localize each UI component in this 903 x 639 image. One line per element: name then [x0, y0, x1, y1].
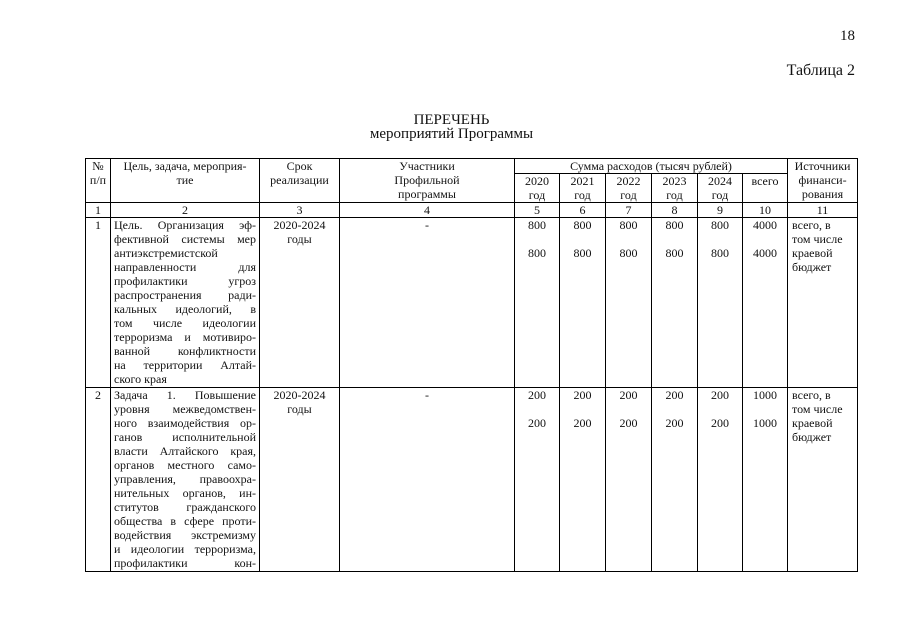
goal-line: ванной конфликтности: [114, 344, 256, 358]
value-regional: 800: [619, 246, 638, 260]
source-line: том числе: [792, 232, 843, 246]
goal-line: управления, правоохра-: [114, 472, 256, 486]
header-term-line2: реализации: [270, 173, 329, 187]
value-2021-cell: [560, 218, 606, 388]
page-number: 18: [840, 28, 855, 44]
goal-line: власти Алтайского края,: [114, 444, 256, 458]
header-sources-line1: Источники: [794, 159, 851, 173]
goal-line: терроризма и мотивиро-: [114, 330, 256, 344]
term-cell: [260, 218, 340, 388]
col-number: 2: [111, 203, 260, 218]
value-2022-cell: [606, 388, 652, 572]
goal-line: антиэкстремистской: [114, 246, 218, 260]
goal-line: ского края: [114, 372, 167, 386]
goal-line: том числе идеологии: [114, 316, 256, 330]
source-line: краевой: [792, 246, 833, 260]
value-all: 200: [665, 388, 684, 402]
value-regional: 200: [711, 416, 729, 430]
value-all: 800: [665, 218, 684, 232]
header-term: [260, 159, 340, 203]
source-line: бюджет: [792, 430, 832, 444]
term-line: годы: [287, 402, 312, 416]
term-line: годы: [287, 232, 312, 246]
goal-line: нительных органов, ин-: [114, 486, 256, 500]
header-year-2022: [606, 174, 652, 203]
header-year-unit: год: [528, 188, 546, 202]
header-year-value: 2022: [616, 174, 641, 188]
goal-line: водействия экстремизму: [114, 528, 256, 542]
source-all: [792, 218, 854, 246]
column-numbers-row: [86, 203, 858, 218]
value-all: 200: [619, 388, 638, 402]
value-regional: 800: [665, 246, 684, 260]
header-num-line1: №: [92, 159, 104, 173]
header-year-value: 2020: [525, 174, 549, 188]
goal-line: на территории Алтай-: [114, 358, 256, 372]
col-number: 11: [788, 203, 858, 218]
value-all: 200: [711, 388, 729, 402]
goal-line: общества в сфере проти-: [114, 514, 256, 528]
source-line: всего, в: [792, 388, 831, 402]
value-all: 4000: [753, 218, 777, 232]
col-number: 8: [652, 203, 698, 218]
header-total: всего: [743, 174, 788, 203]
value-total-cell: [743, 218, 788, 388]
header-year-value: 2024: [708, 174, 732, 188]
header-num-line2: п/п: [89, 173, 107, 187]
value-all: 1000: [753, 388, 777, 402]
measures-table: [85, 158, 858, 572]
value-regional: 200: [619, 416, 638, 430]
value-all: 200: [573, 388, 592, 402]
value-regional: 200: [528, 416, 546, 430]
goal-cell: [111, 218, 260, 388]
header-participants-line2: Профильной: [394, 173, 460, 187]
col-number: 3: [260, 203, 340, 218]
value-2020-cell: [515, 388, 560, 572]
value-2020-cell: [515, 218, 560, 388]
header-year-unit: год: [711, 188, 729, 202]
source-all: [792, 388, 854, 416]
header-goal-line1: Цель, задача, мероприя-: [123, 159, 247, 173]
header-year-unit: год: [574, 188, 591, 202]
value-regional: 200: [665, 416, 684, 430]
header-num: [86, 159, 111, 203]
goal-line: Задача 1. Повышение: [114, 388, 256, 402]
value-regional: 4000: [753, 246, 777, 260]
col-number: 7: [606, 203, 652, 218]
header-goal-line2: тие: [176, 173, 194, 187]
table-row: [86, 218, 858, 388]
col-number: 1: [86, 203, 111, 218]
title-line-1: ПЕРЕЧЕНЬ: [413, 112, 490, 128]
table-label: Таблица 2: [786, 62, 855, 79]
source-line: краевой: [792, 416, 833, 430]
col-number: 5: [515, 203, 560, 218]
goal-cell: [111, 388, 260, 572]
value-total-cell: [743, 388, 788, 572]
term-cell: [260, 388, 340, 572]
value-2024-cell: [698, 218, 743, 388]
goal-line: ганов исполнительной: [114, 430, 256, 444]
goal-line: ного взаимодействия ор-: [114, 416, 256, 430]
header-year-2020: [515, 174, 560, 203]
source-line: всего, в: [792, 218, 831, 232]
title-line-2: мероприятий Программы: [369, 126, 534, 142]
term-line: 2020-2024: [273, 388, 326, 402]
col-number: 6: [560, 203, 606, 218]
value-regional: 800: [573, 246, 592, 260]
source-regional: [792, 246, 854, 274]
value-2024-cell: [698, 388, 743, 572]
row-number: 1: [86, 218, 111, 388]
term-line: 2020-2024: [273, 218, 326, 232]
source-regional: [792, 416, 854, 444]
goal-line: кальных идеологий, в: [114, 302, 256, 316]
goal-line: фективной системы мер: [114, 232, 256, 246]
header-row-1: [86, 159, 858, 174]
goal-line: профилактики угроз: [114, 274, 256, 288]
header-year-2021: [560, 174, 606, 203]
header-goal: [111, 159, 260, 203]
header-term-line1: Срок: [286, 159, 313, 173]
value-all: 800: [528, 218, 546, 232]
goal-line: Цель. Организация эф-: [114, 218, 256, 232]
source-line: бюджет: [792, 260, 832, 274]
value-all: 200: [528, 388, 546, 402]
value-2023-cell: [652, 388, 698, 572]
goal-line: и идеологии терроризма,: [114, 542, 256, 556]
source-cell: [788, 388, 858, 572]
source-line: том числе: [792, 402, 843, 416]
header-sources: [788, 159, 858, 203]
table-row: [86, 388, 858, 572]
value-all: 800: [619, 218, 638, 232]
header-year-2024: [698, 174, 743, 203]
col-number: 10: [743, 203, 788, 218]
header-year-unit: год: [666, 188, 683, 202]
participants-cell: -: [340, 218, 515, 388]
value-regional: 1000: [753, 416, 777, 430]
value-all: 800: [711, 218, 729, 232]
header-sources-line3: рования: [801, 187, 844, 201]
header-year-2023: [652, 174, 698, 203]
value-all: 800: [573, 218, 592, 232]
document-title: [0, 113, 903, 141]
participants-cell: -: [340, 388, 515, 572]
goal-line: ститутов гражданского: [114, 500, 256, 514]
value-regional: 200: [573, 416, 592, 430]
value-2023-cell: [652, 218, 698, 388]
header-expenses: Сумма расходов (тысяч рублей): [515, 159, 788, 174]
header-year-value: 2021: [570, 174, 595, 188]
goal-line: уровня межведомствен-: [114, 402, 256, 416]
header-participants-line3: программы: [398, 187, 456, 201]
goal-line: органов местного само-: [114, 458, 256, 472]
header-sources-line2: финанси-: [798, 173, 847, 187]
col-number: 9: [698, 203, 743, 218]
header-participants: [340, 159, 515, 203]
goal-line: профилактики кон-: [114, 556, 256, 570]
header-year-value: 2023: [662, 174, 687, 188]
header-year-unit: год: [620, 188, 637, 202]
source-cell: [788, 218, 858, 388]
value-regional: 800: [711, 246, 729, 260]
goal-line: направленности для: [114, 260, 256, 274]
value-2021-cell: [560, 388, 606, 572]
col-number: 4: [340, 203, 515, 218]
value-regional: 800: [528, 246, 546, 260]
header-participants-line1: Участники: [399, 159, 455, 173]
goal-line: распространения ради-: [114, 288, 256, 302]
row-number: 2: [86, 388, 111, 572]
value-2022-cell: [606, 218, 652, 388]
